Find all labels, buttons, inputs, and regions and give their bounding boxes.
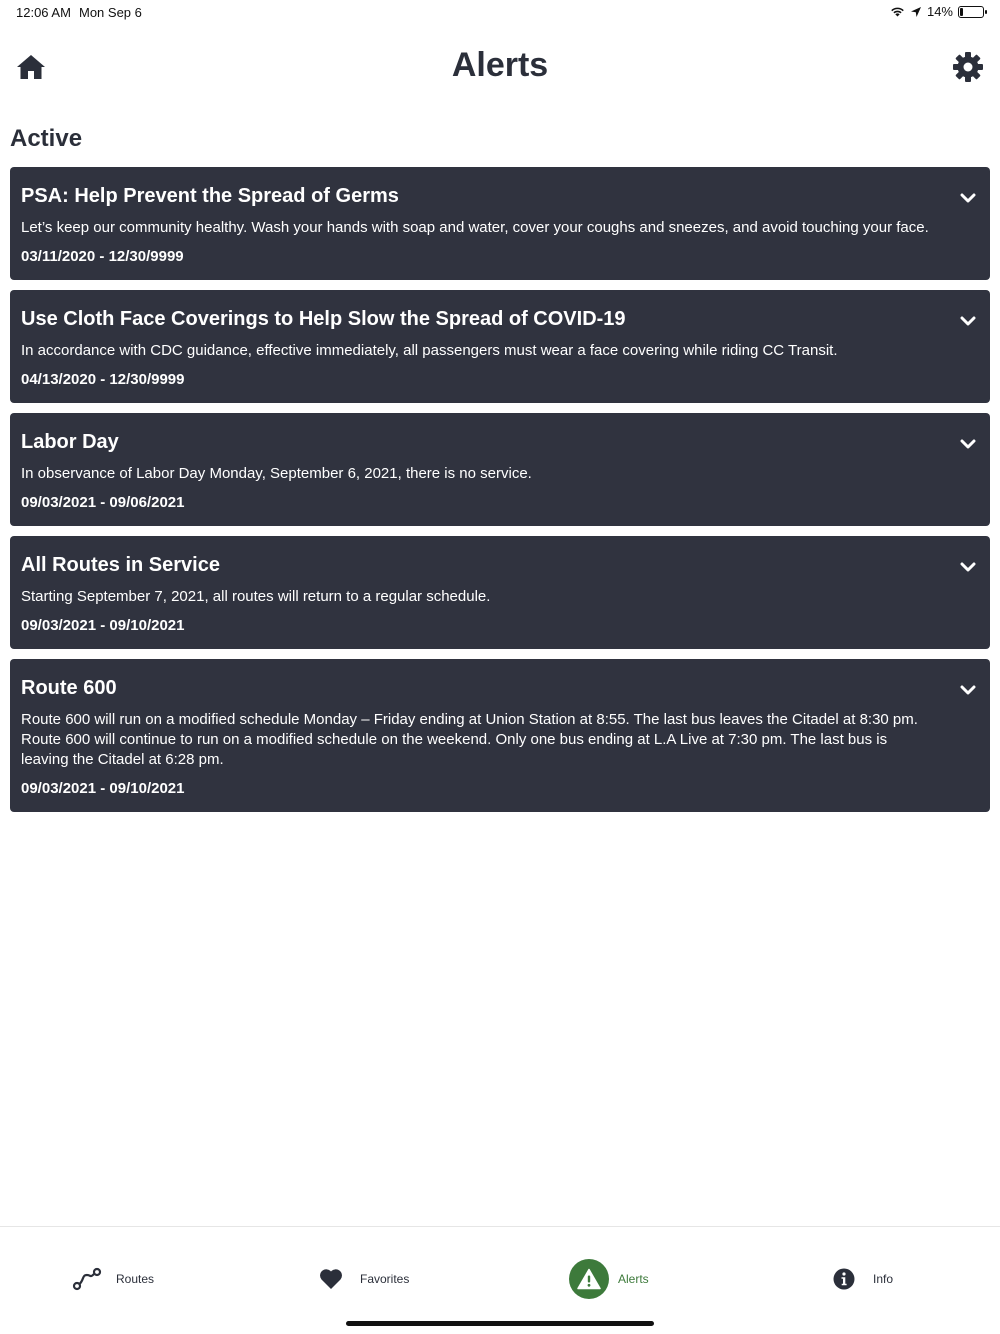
info-icon xyxy=(833,1268,855,1290)
alert-title: All Routes in Service xyxy=(21,554,220,576)
section-title-active: Active xyxy=(10,125,83,152)
battery-percent: 14% xyxy=(926,4,953,19)
alert-card[interactable] xyxy=(10,536,990,649)
alert-card[interactable] xyxy=(10,413,990,526)
page-title: Alerts xyxy=(451,46,549,84)
home-indicator xyxy=(346,1321,654,1326)
wifi-icon xyxy=(890,6,905,17)
settings-button[interactable] xyxy=(952,51,984,83)
alert-description: Let’s keep our community healthy. Wash your hands with soap and water, cover your coughs and sneezes, and avoid touching your face. xyxy=(21,219,929,236)
tab-routes-icon-wrap xyxy=(67,1259,107,1299)
tab-info-label: Info xyxy=(873,1272,894,1286)
alert-card[interactable] xyxy=(10,659,990,812)
alert-dates: 03/11/2020 - 12/30/9999 xyxy=(21,248,184,265)
alert-dates: 04/13/2020 - 12/30/9999 xyxy=(21,371,185,388)
header xyxy=(0,40,1000,100)
alerts-list xyxy=(10,167,990,822)
tab-favorites[interactable] xyxy=(311,1259,409,1299)
tab-info-icon-wrap xyxy=(824,1259,864,1299)
alert-card[interactable] xyxy=(10,290,990,403)
chevron-down-icon[interactable] xyxy=(960,684,976,696)
status-time: 12:06 AM xyxy=(16,5,71,20)
alert-description: Route 600 will run on a modified schedule Monday – Friday ending at Union Station at 8:55. The last bus leaves the Citadel at 8:30 pm. Route 600 will continue to run on a modified schedule on the weekend. Only one bus ending at L.A Live at 7:30 pm. The last bus is leaving the Citadel at 6:28 pm. xyxy=(21,711,918,768)
battery-icon xyxy=(958,6,984,18)
route-icon xyxy=(72,1267,102,1291)
chevron-down-icon[interactable] xyxy=(960,438,976,450)
battery-fill xyxy=(960,8,963,16)
tab-bar xyxy=(0,1226,1000,1334)
heart-icon xyxy=(319,1268,343,1290)
tab-info[interactable] xyxy=(824,1259,893,1299)
tab-favorites-label: Favorites xyxy=(360,1272,410,1286)
status-date: Mon Sep 6 xyxy=(79,5,142,20)
alert-description: In observance of Labor Day Monday, September 6, 2021, there is no service. xyxy=(21,465,532,482)
gear-icon xyxy=(952,51,984,83)
location-arrow-icon xyxy=(910,6,922,18)
alert-dates: 09/03/2021 - 09/10/2021 xyxy=(21,617,185,634)
alert-description: In accordance with CDC guidance, effective immediately, all passengers must wear a face covering while riding CC Transit. xyxy=(21,342,838,359)
tab-alerts-label: Alerts xyxy=(618,1272,649,1286)
tab-routes[interactable] xyxy=(67,1259,154,1299)
status-bar xyxy=(0,0,1000,24)
alert-dates: 09/03/2021 - 09/10/2021 xyxy=(21,780,185,797)
tab-favorites-icon-wrap xyxy=(311,1259,351,1299)
status-indicators xyxy=(890,4,984,19)
alert-description: Starting September 7, 2021, all routes will return to a regular schedule. xyxy=(21,588,491,605)
alert-card[interactable] xyxy=(10,167,990,280)
active-tab-indicator xyxy=(569,1259,609,1299)
tab-alerts-icon-wrap xyxy=(569,1259,609,1299)
alert-title: PSA: Help Prevent the Spread of Germs xyxy=(21,185,399,207)
chevron-down-icon[interactable] xyxy=(960,192,976,204)
alert-title: Use Cloth Face Coverings to Help Slow the Spread of COVID-19 xyxy=(21,308,626,330)
alert-title: Route 600 xyxy=(21,677,117,699)
warning-icon xyxy=(577,1268,601,1290)
tab-routes-label: Routes xyxy=(116,1272,155,1286)
chevron-down-icon[interactable] xyxy=(960,561,976,573)
chevron-down-icon[interactable] xyxy=(960,315,976,327)
alert-title: Labor Day xyxy=(21,431,119,453)
tab-alerts[interactable] xyxy=(569,1259,649,1299)
alert-dates: 09/03/2021 - 09/06/2021 xyxy=(21,494,185,511)
